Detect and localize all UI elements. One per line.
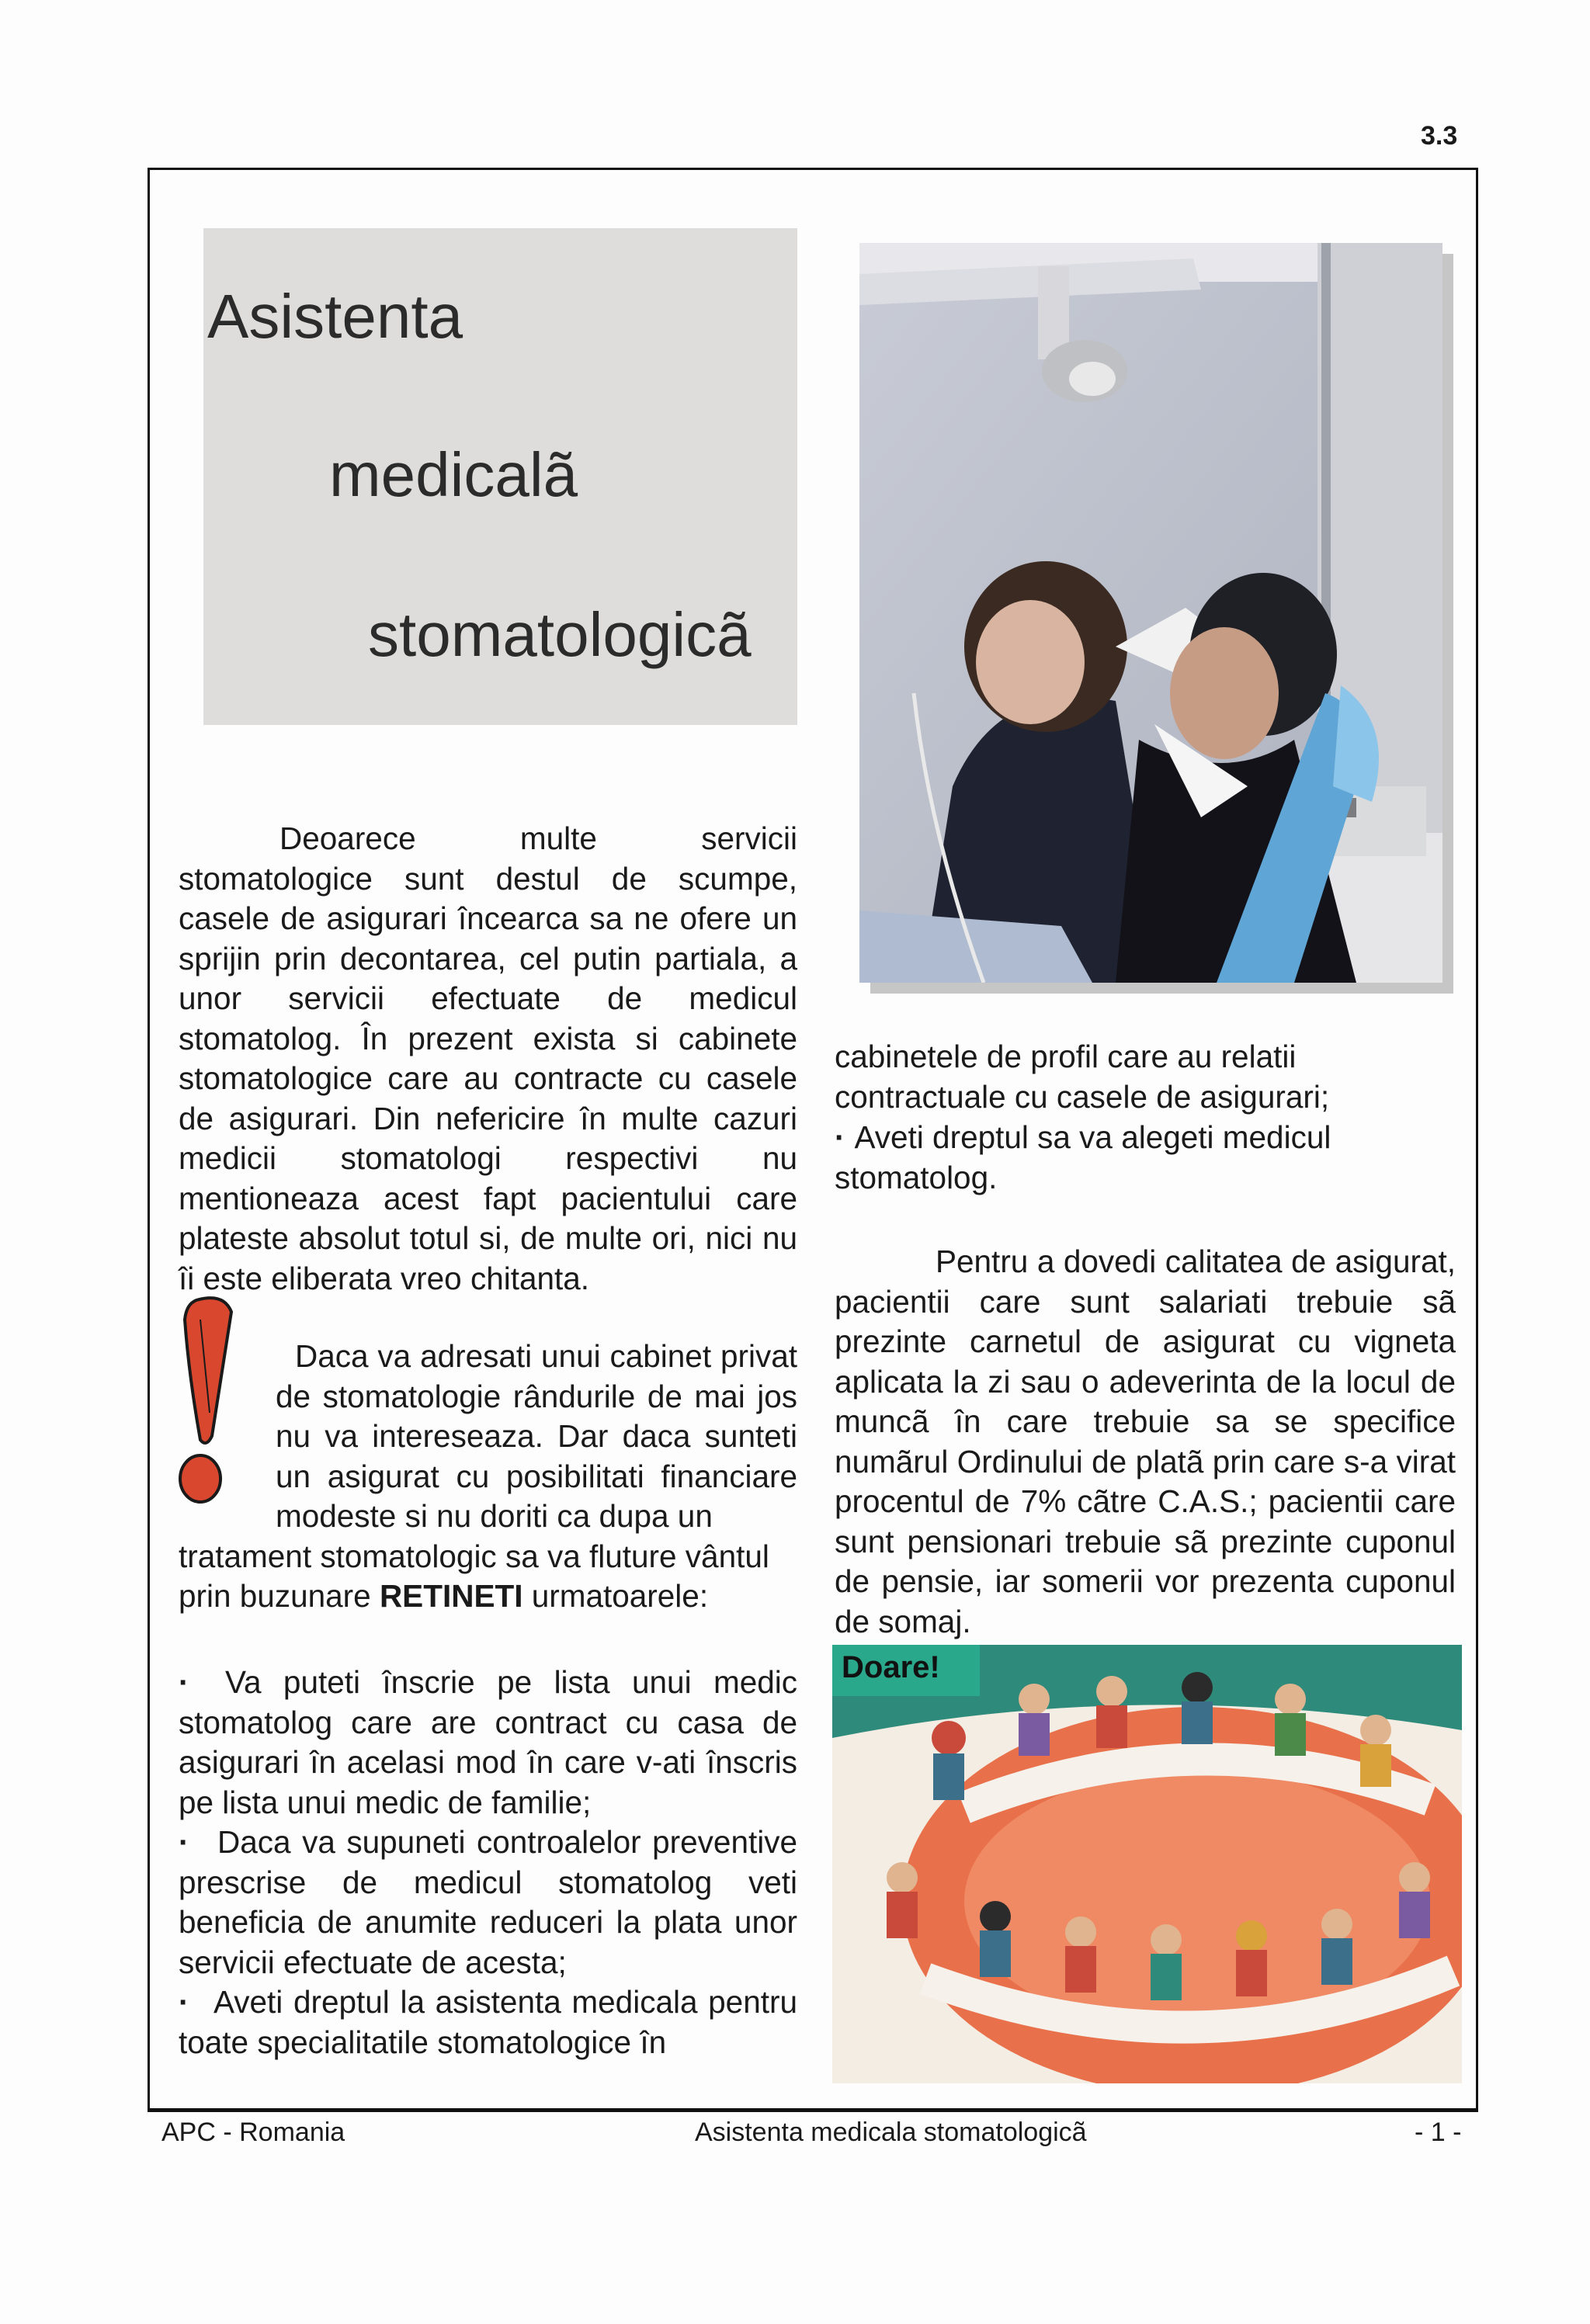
cabinet-paragraph-tail — [179, 1537, 797, 1617]
cabinet-paragraph — [179, 1337, 797, 1617]
intro-paragraph: Deoarece multe servicii stomatologice sunt destul de scumpe, casele de asigurari încearca sa ne ofere un sprijin prin decontarea, cel putin partiala, a unor servicii efectuate de medicul stomatolog. În prezent exista si cabinete stomatologice care au contracte cu casele de asigurari. Din nefericire în multe cazuri medicii stomatologi respectivi nu mentioneaza acest fapt pacientului care plateste absolut totul si, de multe ori, nici nu îi este eliberata vreo chitanta. — [179, 820, 797, 1296]
list-item-text: Va puteti înscrie pe lista unui medic stomatolog care are contract cu casa de asigurari în acelasi mod în care v-ati înscris pe lista unui medic de familie; — [179, 1664, 797, 1820]
cabinet-paragraph-wrapped: Daca va adresati unui cabinet privat de stomatologie rândurile de mai jos nu va intereseaza. Dar daca sunteti un asigurat cu posibilitati financiare modeste si nu doriti ca dupa un — [276, 1338, 797, 1534]
bullet-symbol: · — [179, 1824, 189, 1860]
list-item-text: Daca va supuneti controalelor preventive prescrise de medicul stomatolog veti beneficia de anumite reduceri la plata unor servicii efectuate de acesta; — [179, 1824, 797, 1980]
list-item — [179, 1823, 797, 1982]
bullet-symbol: · — [835, 1119, 845, 1155]
insurance-paragraph: Pentru a dovedi calitatea de asigurat, pacientii care sunt salariati trebuie sã prezinte carnetul de asigurat cu vigneta aplicata la zi sau o adeverinta de la locul de muncã în care trebuie sa se specifice numãrul Ordinului de platã prin care s-a virat procentul de 7% cãtre C.A.S.; pacientii care sunt pensionari trebuie sã prezinte cuponul de pensie, iar somerii vor prezenta cuponul de somaj. — [835, 1244, 1456, 1639]
title-line-1: Asistenta — [207, 282, 463, 351]
title-line-2: medicalã — [329, 440, 578, 509]
footer-center: Asistenta medicala stomatologicã — [695, 2118, 1087, 2147]
frame-bottom-rule — [148, 2108, 1478, 2112]
cabinet-paragraph-text: tratament stomatologic sa va fluture vântul prin buzunare — [179, 1538, 769, 1614]
footer-page-number: - 1 - — [1415, 2118, 1462, 2147]
tongue-cartoon — [832, 1645, 1462, 2083]
right-continuation: cabinetele de profil care au relatii contractuale cu casele de asigurari; — [835, 1039, 1330, 1115]
title-line-3: stomatologicã — [368, 600, 752, 669]
list-item-text: Aveti dreptul la asistenta medicala pentru toate specialitatile stomatologice în — [179, 1984, 797, 2060]
list-item — [179, 1982, 797, 2062]
list-item — [179, 1663, 797, 1823]
retineti-emphasis: RETINETI — [379, 1578, 523, 1614]
page-number: 3.3 — [1421, 121, 1458, 151]
cabinet-paragraph-end: urmatoarele: — [531, 1578, 709, 1614]
dental-photo — [859, 243, 1442, 983]
doare-label: Doare! — [832, 1645, 980, 1696]
bullet-symbol: · — [179, 1984, 189, 2020]
bullet-symbol: · — [179, 1664, 189, 1700]
list-item-text: Aveti dreptul sa va alegeti medicul stomatolog. — [835, 1119, 1331, 1195]
title-box — [203, 228, 797, 725]
right-bullet — [835, 1118, 1456, 1198]
footer-left: APC - Romania — [161, 2118, 345, 2147]
bullet-list-left — [179, 1663, 797, 2062]
